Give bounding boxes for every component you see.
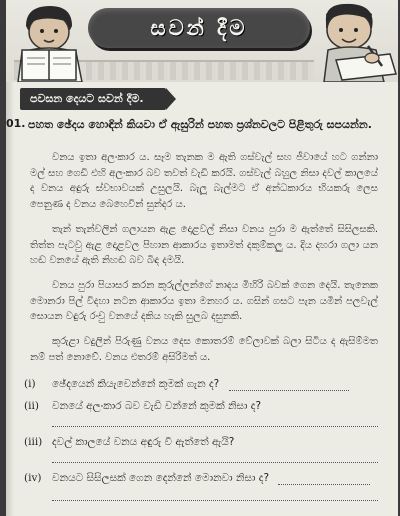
question-item	[24, 472, 384, 485]
worksheet-page	[6, 0, 398, 516]
passage-paragraph: වනය පුරා පියාසර කරන කුරුල්ලන්ගේ නාදය මිහිරි බවක් ගෙන දෙයි. තැනෙක මොනරා පිල් විදහා නටන ආකාරය ඉතා මනහර ය. ගසින් ගසට පැන යමින් පලවැල් සොයන වඳුරු රංචු වනයේ දකිය හැකි සුලබ දසුනකි.	[30, 280, 378, 322]
question-numeral: (i)	[24, 378, 36, 390]
boy-reading-book-icon	[12, 0, 96, 82]
question-text: ඡේදයෙන් කියැවෙන්නේ කුමක් ගැන ද?	[52, 378, 220, 390]
passage-paragraph: තැන් තැන්වලින් ගලායන ඇළ දොළවල් නිසා වනය පුරා ම ඇත්තේ සිසිලසකි. තිත්ත පැටවු ඇළ දොළවල පිහාන ආකාරය ඉතාමත් දකුම්කලු ය. දිය දහරා ගලා යන හඬ වනයේ ඇති නිහඬ බව බිඳ දමයි.	[30, 224, 378, 266]
answer-line[interactable]	[229, 380, 349, 391]
question-numeral: (iv)	[24, 472, 42, 484]
question-text: වනයට සිසිලසක් ගෙන දෙන්නේ මොනවා නිසා ද?	[52, 472, 270, 484]
question-numeral: (iii)	[24, 436, 43, 448]
passage-paragraph: කුරුළා වදුලින් පිරුණු වනය දෙස කොතරම් වේලාවක් බලා සිටිය ද ඇසිම්මත නම් පත් නොවේ. වනය එතරම් අසිරිමත් ය.	[30, 336, 378, 363]
page-title: සවන් දීම	[150, 15, 248, 40]
question-item	[24, 400, 384, 413]
boy-writing-icon	[306, 0, 398, 82]
answer-line[interactable]	[52, 426, 378, 427]
question-instruction: පහත ඡේදය හොඳින් කියවා ඒ ඇසුරින් පහත ප්‍රශ්නවලට පිළිතුරු සපයන්න.	[28, 118, 372, 131]
section-heading-label: පවසන දෙයට සවන් දීම.	[30, 92, 144, 105]
answer-line[interactable]	[278, 474, 370, 485]
question-item	[24, 378, 384, 391]
question-numeral: (ii)	[24, 400, 39, 412]
question-text: වනයේ අලංකාර බව වැඩි වන්නේ කුමක් නිසා ද?	[52, 400, 262, 412]
passage-paragraph: වනය ඉතා අලංකාර ය. සෑම තැනක ම ඇති ගස්වැල් සහ ජීවායේ හට ගන්නා මල් සහ ගෙඩි එහි අලංකාර බව තවත් වැඩි කරයි. ගස්වැල් බහුල නිසා දවල් කාලයේ ද වනය අඳුරු ස්වභාවයක් උසුලයි. බැලූ බැල්මට ඒ අන්ධකාරය භියකරු ලෙස පෙනුණ ද වනය බෙහෙවින් සුන්දර ය.	[30, 152, 378, 210]
page-header	[6, 0, 398, 82]
question-item	[24, 436, 384, 449]
question-number: 01.	[6, 117, 26, 130]
question-text: දවල් කාලයේ වනය අඳුරු වී ඇත්තේ ඇයි?	[52, 436, 235, 448]
section-heading	[20, 88, 166, 110]
title-banner	[88, 8, 310, 48]
answer-line[interactable]	[52, 462, 378, 463]
answer-line[interactable]	[52, 500, 378, 501]
section-heading-arrow	[166, 88, 176, 110]
